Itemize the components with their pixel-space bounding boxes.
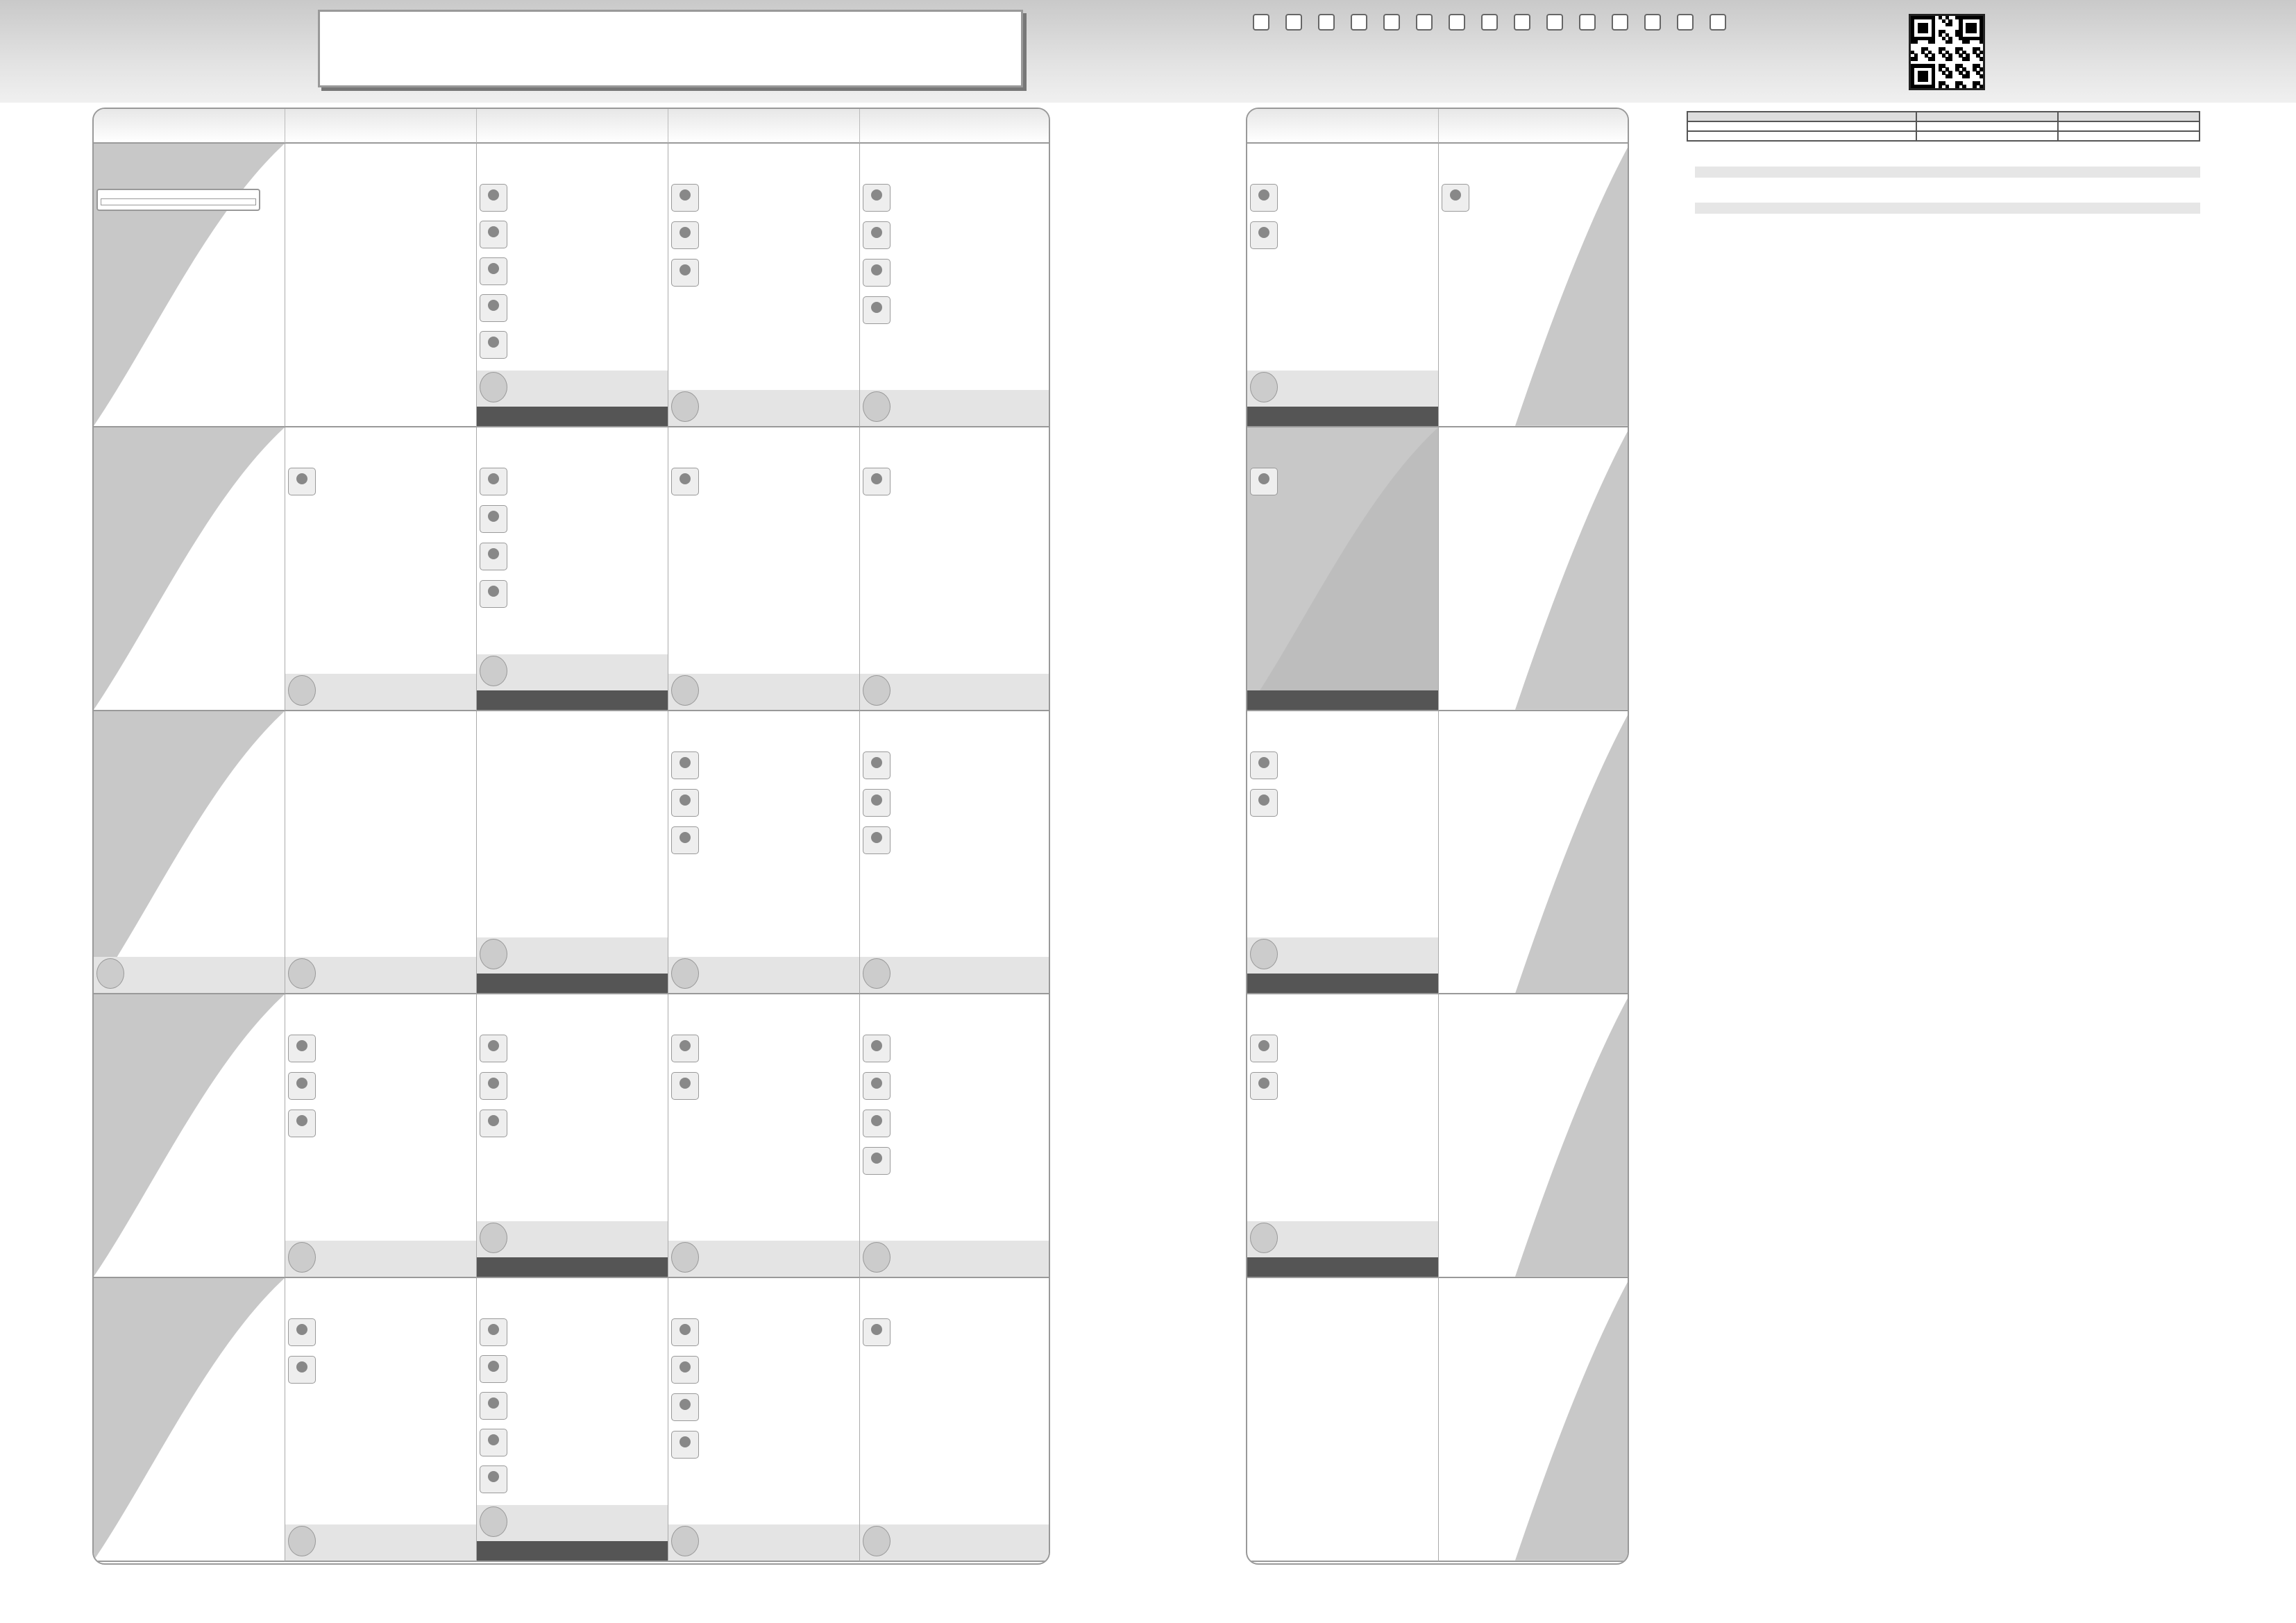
legend-mark-icon bbox=[1285, 14, 1302, 31]
day-cell bbox=[94, 1278, 285, 1562]
grey-wedge-decoration bbox=[94, 144, 285, 426]
legend-mark-icon bbox=[1546, 14, 1563, 31]
event-item[interactable] bbox=[480, 331, 666, 359]
legend-item bbox=[1449, 14, 1469, 31]
weekday-header bbox=[94, 109, 285, 144]
event-icon bbox=[671, 1431, 699, 1459]
day-cell bbox=[1439, 144, 1629, 427]
event-icon bbox=[480, 543, 507, 570]
weekday-header bbox=[1439, 109, 1629, 144]
event-icon bbox=[671, 751, 699, 779]
event-icon bbox=[480, 1392, 507, 1420]
event-icon bbox=[863, 1147, 890, 1175]
weekday-header bbox=[1247, 109, 1439, 144]
day-cell bbox=[1247, 144, 1439, 427]
grey-wedge-decoration bbox=[1439, 994, 1629, 1277]
legend-mark-icon bbox=[1416, 14, 1433, 31]
event-icon bbox=[671, 221, 699, 249]
event-icon bbox=[1250, 468, 1278, 495]
legend-item bbox=[1416, 14, 1436, 31]
event-item[interactable] bbox=[480, 294, 666, 322]
fuwa-land-bar[interactable] bbox=[477, 371, 668, 407]
day-cell bbox=[668, 994, 860, 1278]
day-cell bbox=[1247, 994, 1439, 1278]
event-item[interactable] bbox=[1250, 221, 1436, 249]
legend-mark-icon bbox=[1677, 14, 1694, 31]
event-item[interactable] bbox=[1250, 468, 1436, 495]
day-cell bbox=[477, 427, 668, 711]
legend-mark-icon bbox=[1644, 14, 1661, 31]
day-cell bbox=[285, 427, 477, 711]
day-cell bbox=[668, 427, 860, 711]
event-item[interactable] bbox=[480, 1110, 666, 1137]
day-cell bbox=[477, 1278, 668, 1562]
event-item[interactable] bbox=[863, 259, 1049, 287]
day-cell bbox=[94, 994, 285, 1278]
legend-item bbox=[1253, 14, 1273, 31]
event-icon bbox=[671, 1356, 699, 1384]
night-library-bar bbox=[477, 1257, 668, 1277]
day-cell bbox=[1247, 427, 1439, 711]
day-cell bbox=[285, 1278, 477, 1562]
grey-wedge-decoration bbox=[1439, 427, 1629, 710]
fuwa-land-bar[interactable] bbox=[668, 1524, 859, 1561]
event-item[interactable] bbox=[480, 580, 666, 608]
event-item[interactable] bbox=[863, 751, 1049, 779]
event-icon bbox=[480, 1355, 507, 1383]
fuwa-mascot-icon bbox=[863, 1526, 890, 1556]
event-icon bbox=[863, 1035, 890, 1062]
event-icon bbox=[480, 331, 507, 359]
info-column bbox=[1687, 104, 2200, 236]
legend-mark-icon bbox=[1253, 14, 1269, 31]
event-item[interactable] bbox=[671, 789, 857, 817]
grey-wedge-decoration bbox=[94, 994, 285, 1277]
event-item[interactable] bbox=[288, 1318, 474, 1346]
fuwa-mascot-icon bbox=[96, 958, 124, 989]
fuwa-mascot-icon bbox=[863, 958, 890, 989]
legend-mark-icon bbox=[1579, 14, 1596, 31]
legend-mark-icon bbox=[1383, 14, 1400, 31]
nouki-box bbox=[1687, 223, 2200, 229]
day-cell bbox=[94, 711, 285, 995]
fuwa-land-bar[interactable] bbox=[668, 1241, 859, 1277]
day-cell bbox=[1439, 711, 1629, 995]
legend-mark-icon bbox=[1449, 14, 1465, 31]
legend-mark-icon bbox=[1612, 14, 1628, 31]
event-item[interactable] bbox=[863, 1110, 1049, 1137]
event-icon bbox=[480, 468, 507, 495]
event-item[interactable] bbox=[863, 468, 1049, 495]
fuwa-mascot-icon bbox=[480, 656, 507, 686]
grey-wedge-decoration bbox=[94, 1278, 285, 1561]
fuwa-mascot-icon bbox=[671, 1242, 699, 1273]
day-cell bbox=[668, 711, 860, 995]
fuwa-mascot-icon bbox=[1250, 1223, 1278, 1253]
weekday-header bbox=[860, 109, 1050, 144]
kenshin-col-content bbox=[1687, 112, 1916, 121]
fuwa-land-bar[interactable] bbox=[285, 957, 476, 993]
event-item[interactable] bbox=[1250, 789, 1436, 817]
kenshin-row bbox=[1687, 131, 2200, 141]
event-icon bbox=[863, 826, 890, 854]
legend-item bbox=[1318, 14, 1338, 31]
event-item[interactable] bbox=[671, 1393, 857, 1421]
day-cell bbox=[860, 1278, 1050, 1562]
event-icon bbox=[288, 468, 316, 495]
fuwa-mascot-icon bbox=[288, 1526, 316, 1556]
fuwa-land-bar[interactable] bbox=[1247, 371, 1438, 407]
legend-item bbox=[1677, 14, 1697, 31]
event-item[interactable] bbox=[1250, 1072, 1436, 1100]
event-item[interactable] bbox=[1442, 184, 1628, 212]
fuwa-land-bar[interactable] bbox=[1247, 937, 1438, 974]
sunday-info-box bbox=[96, 189, 260, 211]
event-item[interactable] bbox=[480, 1465, 666, 1493]
legend-mark-icon bbox=[1514, 14, 1530, 31]
event-icon bbox=[288, 1072, 316, 1100]
day-cell bbox=[477, 711, 668, 995]
fuwa-land-bar[interactable] bbox=[860, 957, 1050, 993]
event-icon bbox=[671, 1393, 699, 1421]
event-item[interactable] bbox=[671, 1035, 857, 1062]
event-icon bbox=[480, 1318, 507, 1346]
night-library-bar bbox=[1247, 974, 1438, 993]
event-icon bbox=[1250, 789, 1278, 817]
event-item[interactable] bbox=[480, 184, 666, 212]
event-item[interactable] bbox=[480, 505, 666, 533]
event-item[interactable] bbox=[863, 1318, 1049, 1346]
event-item[interactable] bbox=[863, 1035, 1049, 1062]
fuwa-land-bar[interactable] bbox=[94, 957, 285, 993]
legend-item bbox=[1612, 14, 1632, 31]
event-icon bbox=[863, 789, 890, 817]
event-icon bbox=[480, 1072, 507, 1100]
event-icon bbox=[671, 826, 699, 854]
event-icon bbox=[863, 259, 890, 287]
fuwa-land-bar[interactable] bbox=[285, 674, 476, 710]
event-icon bbox=[671, 184, 699, 212]
event-icon bbox=[288, 1110, 316, 1137]
night-library-bar bbox=[477, 974, 668, 993]
fuwa-mascot-icon bbox=[1250, 939, 1278, 969]
event-item[interactable] bbox=[288, 1110, 474, 1137]
legend-item bbox=[1546, 14, 1567, 31]
day-cell bbox=[860, 144, 1050, 427]
kenshin-date bbox=[1916, 131, 2058, 141]
legend-item bbox=[1351, 14, 1371, 31]
fuwa-land-bar[interactable] bbox=[860, 1524, 1050, 1561]
qr-code-icon[interactable] bbox=[1909, 14, 1985, 90]
event-icon bbox=[863, 751, 890, 779]
kenshin-table bbox=[1687, 111, 2200, 142]
event-item[interactable] bbox=[480, 1392, 666, 1420]
fuwa-land-bar[interactable] bbox=[477, 937, 668, 974]
event-icon bbox=[480, 1035, 507, 1062]
legend-item bbox=[1285, 14, 1306, 31]
kenshin-date bbox=[1916, 121, 2058, 131]
event-icon bbox=[863, 221, 890, 249]
fuwa-mascot-icon bbox=[480, 939, 507, 969]
kenshin-place bbox=[2058, 131, 2200, 141]
event-item[interactable] bbox=[480, 468, 666, 495]
event-icon bbox=[480, 294, 507, 322]
fuwa-mascot-icon bbox=[671, 391, 699, 422]
day-cell bbox=[477, 144, 668, 427]
event-item[interactable] bbox=[863, 184, 1049, 212]
day-cell bbox=[94, 427, 285, 711]
event-item[interactable] bbox=[671, 1431, 857, 1459]
event-icon bbox=[671, 1072, 699, 1100]
event-item[interactable] bbox=[863, 1072, 1049, 1100]
fuwa-land-bar[interactable] bbox=[668, 390, 859, 426]
day-cell bbox=[1439, 427, 1629, 711]
legend-item bbox=[1579, 14, 1599, 31]
night-library-bar bbox=[1247, 1257, 1438, 1277]
event-icon bbox=[671, 1318, 699, 1346]
legend-item bbox=[1383, 14, 1403, 31]
event-item[interactable] bbox=[288, 1356, 474, 1384]
event-item[interactable] bbox=[480, 1072, 666, 1100]
fuwa-mascot-icon bbox=[671, 958, 699, 989]
fuwa-mascot-icon bbox=[863, 675, 890, 706]
day-cell bbox=[860, 427, 1050, 711]
fuwa-mascot-icon bbox=[288, 1242, 316, 1273]
event-icon bbox=[863, 1110, 890, 1137]
weekday-header bbox=[668, 109, 860, 144]
event-icon bbox=[863, 184, 890, 212]
event-item[interactable] bbox=[863, 826, 1049, 854]
legend-mark-icon bbox=[1710, 14, 1726, 31]
grey-wedge-decoration bbox=[94, 711, 285, 994]
fuwa-land-bar[interactable] bbox=[1247, 1221, 1438, 1257]
event-item[interactable] bbox=[863, 1147, 1049, 1175]
fuwa-mascot-icon bbox=[671, 675, 699, 706]
fuwa-land-bar[interactable] bbox=[860, 674, 1050, 710]
event-item[interactable] bbox=[1250, 751, 1436, 779]
night-library-bar bbox=[1247, 407, 1438, 426]
calendar-right-page bbox=[1246, 108, 1629, 1565]
night-library-bar bbox=[1247, 690, 1438, 710]
kenshin-row bbox=[1687, 121, 2200, 131]
legal-box bbox=[1695, 167, 2200, 178]
event-icon bbox=[863, 1072, 890, 1100]
event-icon bbox=[671, 789, 699, 817]
event-icon bbox=[1250, 184, 1278, 212]
event-icon bbox=[480, 221, 507, 248]
grey-wedge-decoration bbox=[1439, 1278, 1629, 1561]
day-cell bbox=[1247, 711, 1439, 995]
event-icon bbox=[480, 580, 507, 608]
grey-wedge-decoration bbox=[1439, 711, 1629, 994]
legend-mark-icon bbox=[1481, 14, 1498, 31]
event-icon bbox=[480, 1429, 507, 1456]
event-icon bbox=[1250, 221, 1278, 249]
fuwa-land-bar[interactable] bbox=[668, 674, 859, 710]
event-item[interactable] bbox=[288, 1035, 474, 1062]
event-item[interactable] bbox=[480, 1355, 666, 1383]
event-item[interactable] bbox=[480, 257, 666, 285]
event-item[interactable] bbox=[671, 221, 857, 249]
event-icon bbox=[480, 257, 507, 285]
legend-mark-icon bbox=[1318, 14, 1335, 31]
weekday-header bbox=[285, 109, 477, 144]
night-library-bar bbox=[477, 690, 668, 710]
kenshin-content bbox=[1687, 131, 1916, 141]
event-item[interactable] bbox=[671, 1356, 857, 1384]
day-cell bbox=[1247, 1278, 1439, 1562]
event-item[interactable] bbox=[671, 826, 857, 854]
event-item[interactable] bbox=[863, 296, 1049, 324]
facility-legend bbox=[1253, 14, 1898, 31]
legend-item bbox=[1644, 14, 1664, 31]
legend-mark-icon bbox=[1351, 14, 1367, 31]
day-cell bbox=[285, 711, 477, 995]
event-icon bbox=[1250, 1072, 1278, 1100]
calendar-left-page bbox=[92, 108, 1050, 1565]
night-library-bar bbox=[477, 1541, 668, 1561]
event-icon bbox=[288, 1356, 316, 1384]
legend-item bbox=[1481, 14, 1501, 31]
sunday-info-hours bbox=[101, 198, 256, 205]
event-item[interactable] bbox=[480, 1035, 666, 1062]
weekday-header bbox=[477, 109, 668, 144]
event-item[interactable] bbox=[671, 468, 857, 495]
salon-box bbox=[1695, 203, 2200, 214]
fuwa-land-bar[interactable] bbox=[477, 1221, 668, 1257]
event-item[interactable] bbox=[288, 1072, 474, 1100]
event-icon bbox=[480, 184, 507, 212]
kenshin-col-date bbox=[1916, 112, 2058, 121]
event-icon bbox=[671, 1035, 699, 1062]
event-item[interactable] bbox=[480, 1429, 666, 1456]
event-icon bbox=[863, 468, 890, 495]
day-cell bbox=[94, 144, 285, 427]
event-icon bbox=[671, 468, 699, 495]
day-cell bbox=[285, 994, 477, 1278]
fuwa-mascot-icon bbox=[671, 1526, 699, 1556]
day-cell bbox=[668, 144, 860, 427]
legend-item bbox=[1710, 14, 1730, 31]
event-icon bbox=[288, 1318, 316, 1346]
fuwa-mascot-icon bbox=[480, 1506, 507, 1537]
day-cell bbox=[668, 1278, 860, 1562]
fuwa-land-bar[interactable] bbox=[477, 654, 668, 690]
event-item[interactable] bbox=[863, 221, 1049, 249]
event-icon bbox=[1442, 184, 1469, 212]
event-item[interactable] bbox=[480, 543, 666, 570]
grey-wedge-decoration bbox=[94, 427, 285, 710]
event-icon bbox=[1250, 751, 1278, 779]
day-cell bbox=[860, 994, 1050, 1278]
kenshin-col-place bbox=[2058, 112, 2200, 121]
fuwa-land-bar[interactable] bbox=[285, 1524, 476, 1561]
fuwa-mascot-icon bbox=[288, 958, 316, 989]
event-icon bbox=[480, 1465, 507, 1493]
day-cell bbox=[1439, 1278, 1629, 1562]
event-icon bbox=[1250, 1035, 1278, 1062]
day-cell bbox=[285, 144, 477, 427]
fuwa-land-bar[interactable] bbox=[860, 1241, 1050, 1277]
event-icon bbox=[288, 1035, 316, 1062]
event-item[interactable] bbox=[863, 789, 1049, 817]
fuwa-land-bar[interactable] bbox=[285, 1241, 476, 1277]
event-icon bbox=[671, 259, 699, 287]
day-cell bbox=[477, 994, 668, 1278]
fuwa-mascot-icon bbox=[480, 1223, 507, 1253]
fuwa-land-bar[interactable] bbox=[668, 957, 859, 993]
event-item[interactable] bbox=[671, 184, 857, 212]
kenshin-content bbox=[1687, 121, 1916, 131]
event-item[interactable] bbox=[1250, 184, 1436, 212]
event-item[interactable] bbox=[480, 1318, 666, 1346]
day-cell bbox=[1439, 994, 1629, 1278]
legend-item bbox=[1514, 14, 1534, 31]
fuwa-mascot-icon bbox=[1250, 372, 1278, 402]
event-item[interactable] bbox=[671, 259, 857, 287]
event-item[interactable] bbox=[671, 1072, 857, 1100]
day-cell bbox=[860, 711, 1050, 995]
event-item[interactable] bbox=[671, 1318, 857, 1346]
event-item[interactable] bbox=[288, 468, 474, 495]
fuwa-mascot-icon bbox=[288, 675, 316, 706]
title-box bbox=[318, 10, 1023, 87]
event-icon bbox=[863, 296, 890, 324]
event-item[interactable] bbox=[671, 751, 857, 779]
event-icon bbox=[480, 505, 507, 533]
event-item[interactable] bbox=[1250, 1035, 1436, 1062]
event-item[interactable] bbox=[480, 221, 666, 248]
event-icon bbox=[480, 1110, 507, 1137]
fuwa-mascot-icon bbox=[863, 391, 890, 422]
fuwa-land-bar[interactable] bbox=[860, 390, 1050, 426]
kenshin-place bbox=[2058, 121, 2200, 131]
night-library-bar bbox=[477, 407, 668, 426]
fuwa-mascot-icon bbox=[480, 372, 507, 402]
event-icon bbox=[863, 1318, 890, 1346]
fuwa-mascot-icon bbox=[863, 1242, 890, 1273]
fuwa-land-bar[interactable] bbox=[477, 1505, 668, 1541]
header-band bbox=[0, 0, 2296, 103]
